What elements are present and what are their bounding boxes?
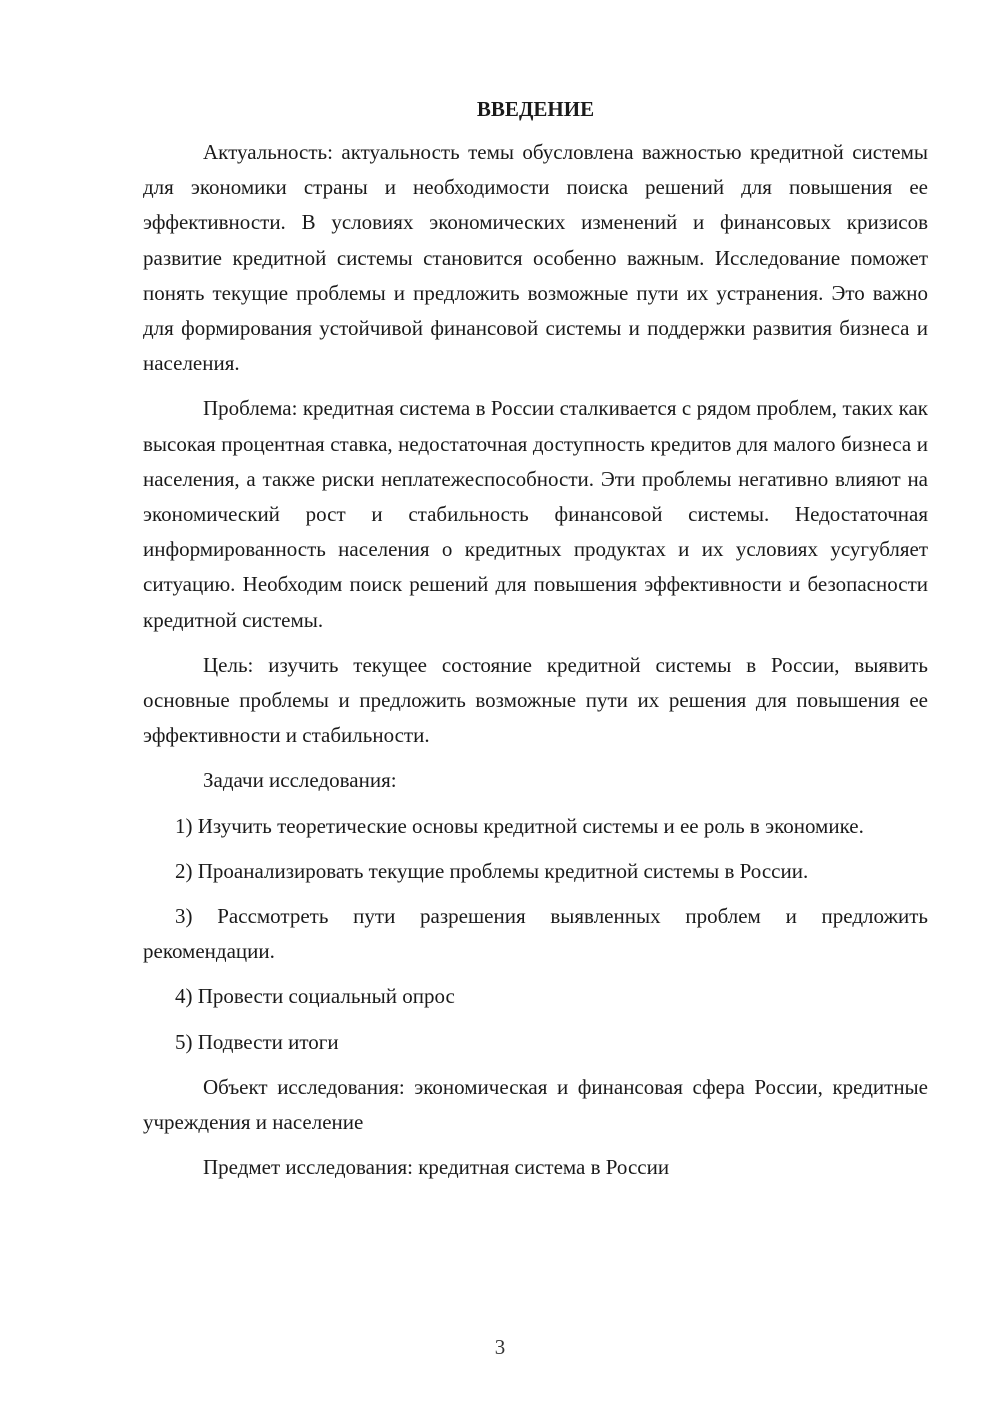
paragraph-goal: Цель: изучить текущее состояние кредитной системы в России, выявить основные проблемы и предложить возможные пути их решения для повышения ее эффективности и стабильности.	[143, 652, 928, 748]
paragraph-object: Объект исследования: экономическая и финансовая сфера России, кредитные учреждения и население	[143, 1074, 928, 1135]
paragraph-problem: Проблема: кредитная система в России сталкивается с рядом проблем, таких как высокая процентная ставка, недостаточная доступность кредитов для малого бизнеса и населения, а также риски неплатежеспособности. Эти проблемы негативно влияют на экономический рост и стабильность финансовой системы. Недостаточная информированность населения о кредитных продуктах и их условиях усугубляет ситуацию. Необходим поиск решений для повышения эффективности и безопасности кредитной системы.	[143, 396, 928, 632]
task-item-3: 3) Рассмотреть пути разрешения выявленных проблем и предложить рекомендации.	[143, 904, 928, 964]
section-title: ВВЕДЕНИЕ	[476, 97, 595, 121]
page-content	[143, 92, 928, 1195]
page-number: 3	[494, 1335, 506, 1359]
tasks-heading: Задачи исследования:	[203, 768, 397, 793]
task-item-1: 1) Изучить теоретические основы кредитной системы и ее роль в экономике.	[175, 813, 864, 838]
task-item-4: 4) Провести социальный опрос	[175, 984, 455, 1009]
task-item-5: 5) Подвести итоги	[175, 1029, 339, 1054]
task-item-2: 2) Проанализировать текущие проблемы кредитной системы в России.	[175, 858, 809, 883]
paragraph-subject: Предмет исследования: кредитная система в России	[203, 1155, 670, 1180]
paragraph-relevance: Актуальность: актуальность темы обусловлена важностью кредитной системы для экономики страны и необходимости поиска решений для повышения ее эффективности. В условиях экономических изменений и финансовых кризисов развитие кредитной системы становится особенно важным. Исследование поможет понять текущие проблемы и предложить возможные пути их устранения. Это важно для формирования устойчивой финансовой системы и поддержки развития бизнеса и населения.	[143, 140, 928, 376]
